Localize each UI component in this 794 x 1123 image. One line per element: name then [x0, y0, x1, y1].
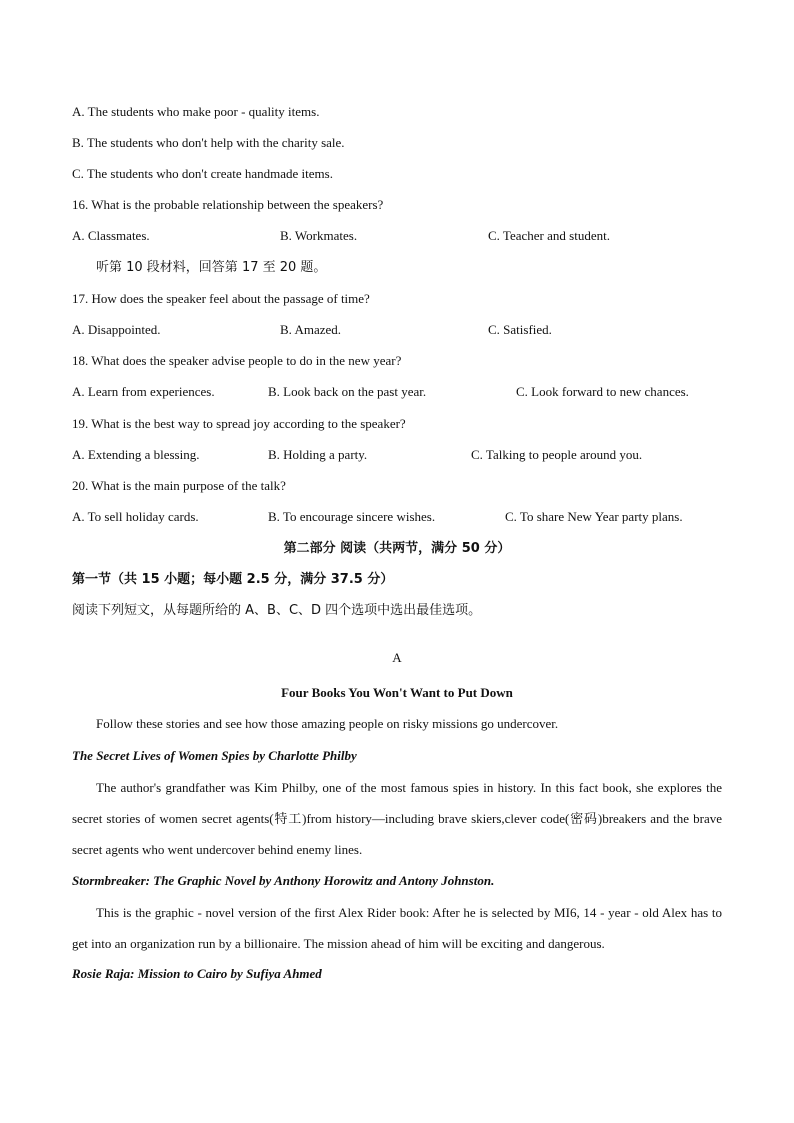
q17-option-c: C. Satisfied.: [488, 322, 552, 337]
q19-option-a: A. Extending a blessing.: [72, 447, 200, 462]
q20-option-c: C. To share New Year party plans.: [505, 509, 683, 524]
question-20-stem: 20. What is the main purpose of the talk?: [72, 478, 286, 493]
question-17-stem: 17. How does the speaker feel about the passage of time?: [72, 291, 370, 306]
option-c-line: C. The students who don't create handmade items.: [72, 166, 333, 181]
q18-option-b: B. Look back on the past year.: [268, 384, 427, 399]
section-1-heading: 第一节（共 15 小题；每小题 2.5 分，满分 37.5 分）: [72, 572, 394, 587]
book-2-title: Stormbreaker: The Graphic Novel by Anthony Horowitz and Antony Johnston.: [72, 873, 495, 888]
part-2-heading: 第二部分 阅读（共两节，满分 50 分）: [283, 541, 511, 556]
book-1-title: The Secret Lives of Women Spies by Charlotte Philby: [72, 748, 357, 763]
reading-instructions: 阅读下列短文，从每题所给的 A、B、C、D 四个选项中选出最佳选项。: [72, 603, 482, 618]
question-16-stem: 16. What is the probable relationship between the speakers?: [72, 197, 384, 212]
option-a-line: A. The students who make poor - quality items.: [72, 104, 320, 119]
q19-option-b: B. Holding a party.: [268, 447, 368, 462]
q20-option-b: B. To encourage sincere wishes.: [268, 509, 436, 524]
q18-option-c: C. Look forward to new chances.: [516, 384, 689, 399]
q16-option-a: A. Classmates.: [72, 228, 150, 243]
question-18-stem: 18. What does the speaker advise people to do in the new year?: [72, 353, 402, 368]
book-2-description: This is the graphic - novel version of the first Alex Rider book: After he is selected by MI6, 14 - year - old Alex has to get into an organization run by a billionaire. The mission ahead of him will be exciting and dangerous.: [72, 905, 722, 951]
passage-title: Four Books You Won't Want to Put Down: [281, 685, 513, 700]
option-b-line: B. The students who don't help with the charity sale.: [72, 135, 345, 150]
q16-option-b: B. Workmates.: [280, 228, 358, 243]
passage-letter: A: [392, 650, 402, 665]
q20-option-a: A. To sell holiday cards.: [72, 509, 199, 524]
q19-option-c: C. Talking to people around you.: [471, 447, 643, 462]
q16-option-c: C. Teacher and student.: [488, 228, 610, 243]
q17-option-a: A. Disappointed.: [72, 322, 161, 337]
q18-option-a: A. Learn from experiences.: [72, 384, 215, 399]
section-note: 听第 10 段材料，回答第 17 至 20 题。: [96, 260, 327, 275]
book-1-description: The author's grandfather was Kim Philby, one of the most famous spies in history. In this fact book, she explores the secret stories of women secret agents(特工)from history—including brave skiers,clever code(密码)breakers and the brave secret agents who went undercover behind enemy lines.: [72, 780, 722, 857]
book-3-title: Rosie Raja: Mission to Cairo by Sufiya Ahmed: [72, 966, 322, 981]
q17-option-b: B. Amazed.: [280, 322, 342, 337]
passage-intro: Follow these stories and see how those amazing people on risky missions go undercover.: [96, 716, 559, 731]
question-19-stem: 19. What is the best way to spread joy according to the speaker?: [72, 416, 406, 431]
